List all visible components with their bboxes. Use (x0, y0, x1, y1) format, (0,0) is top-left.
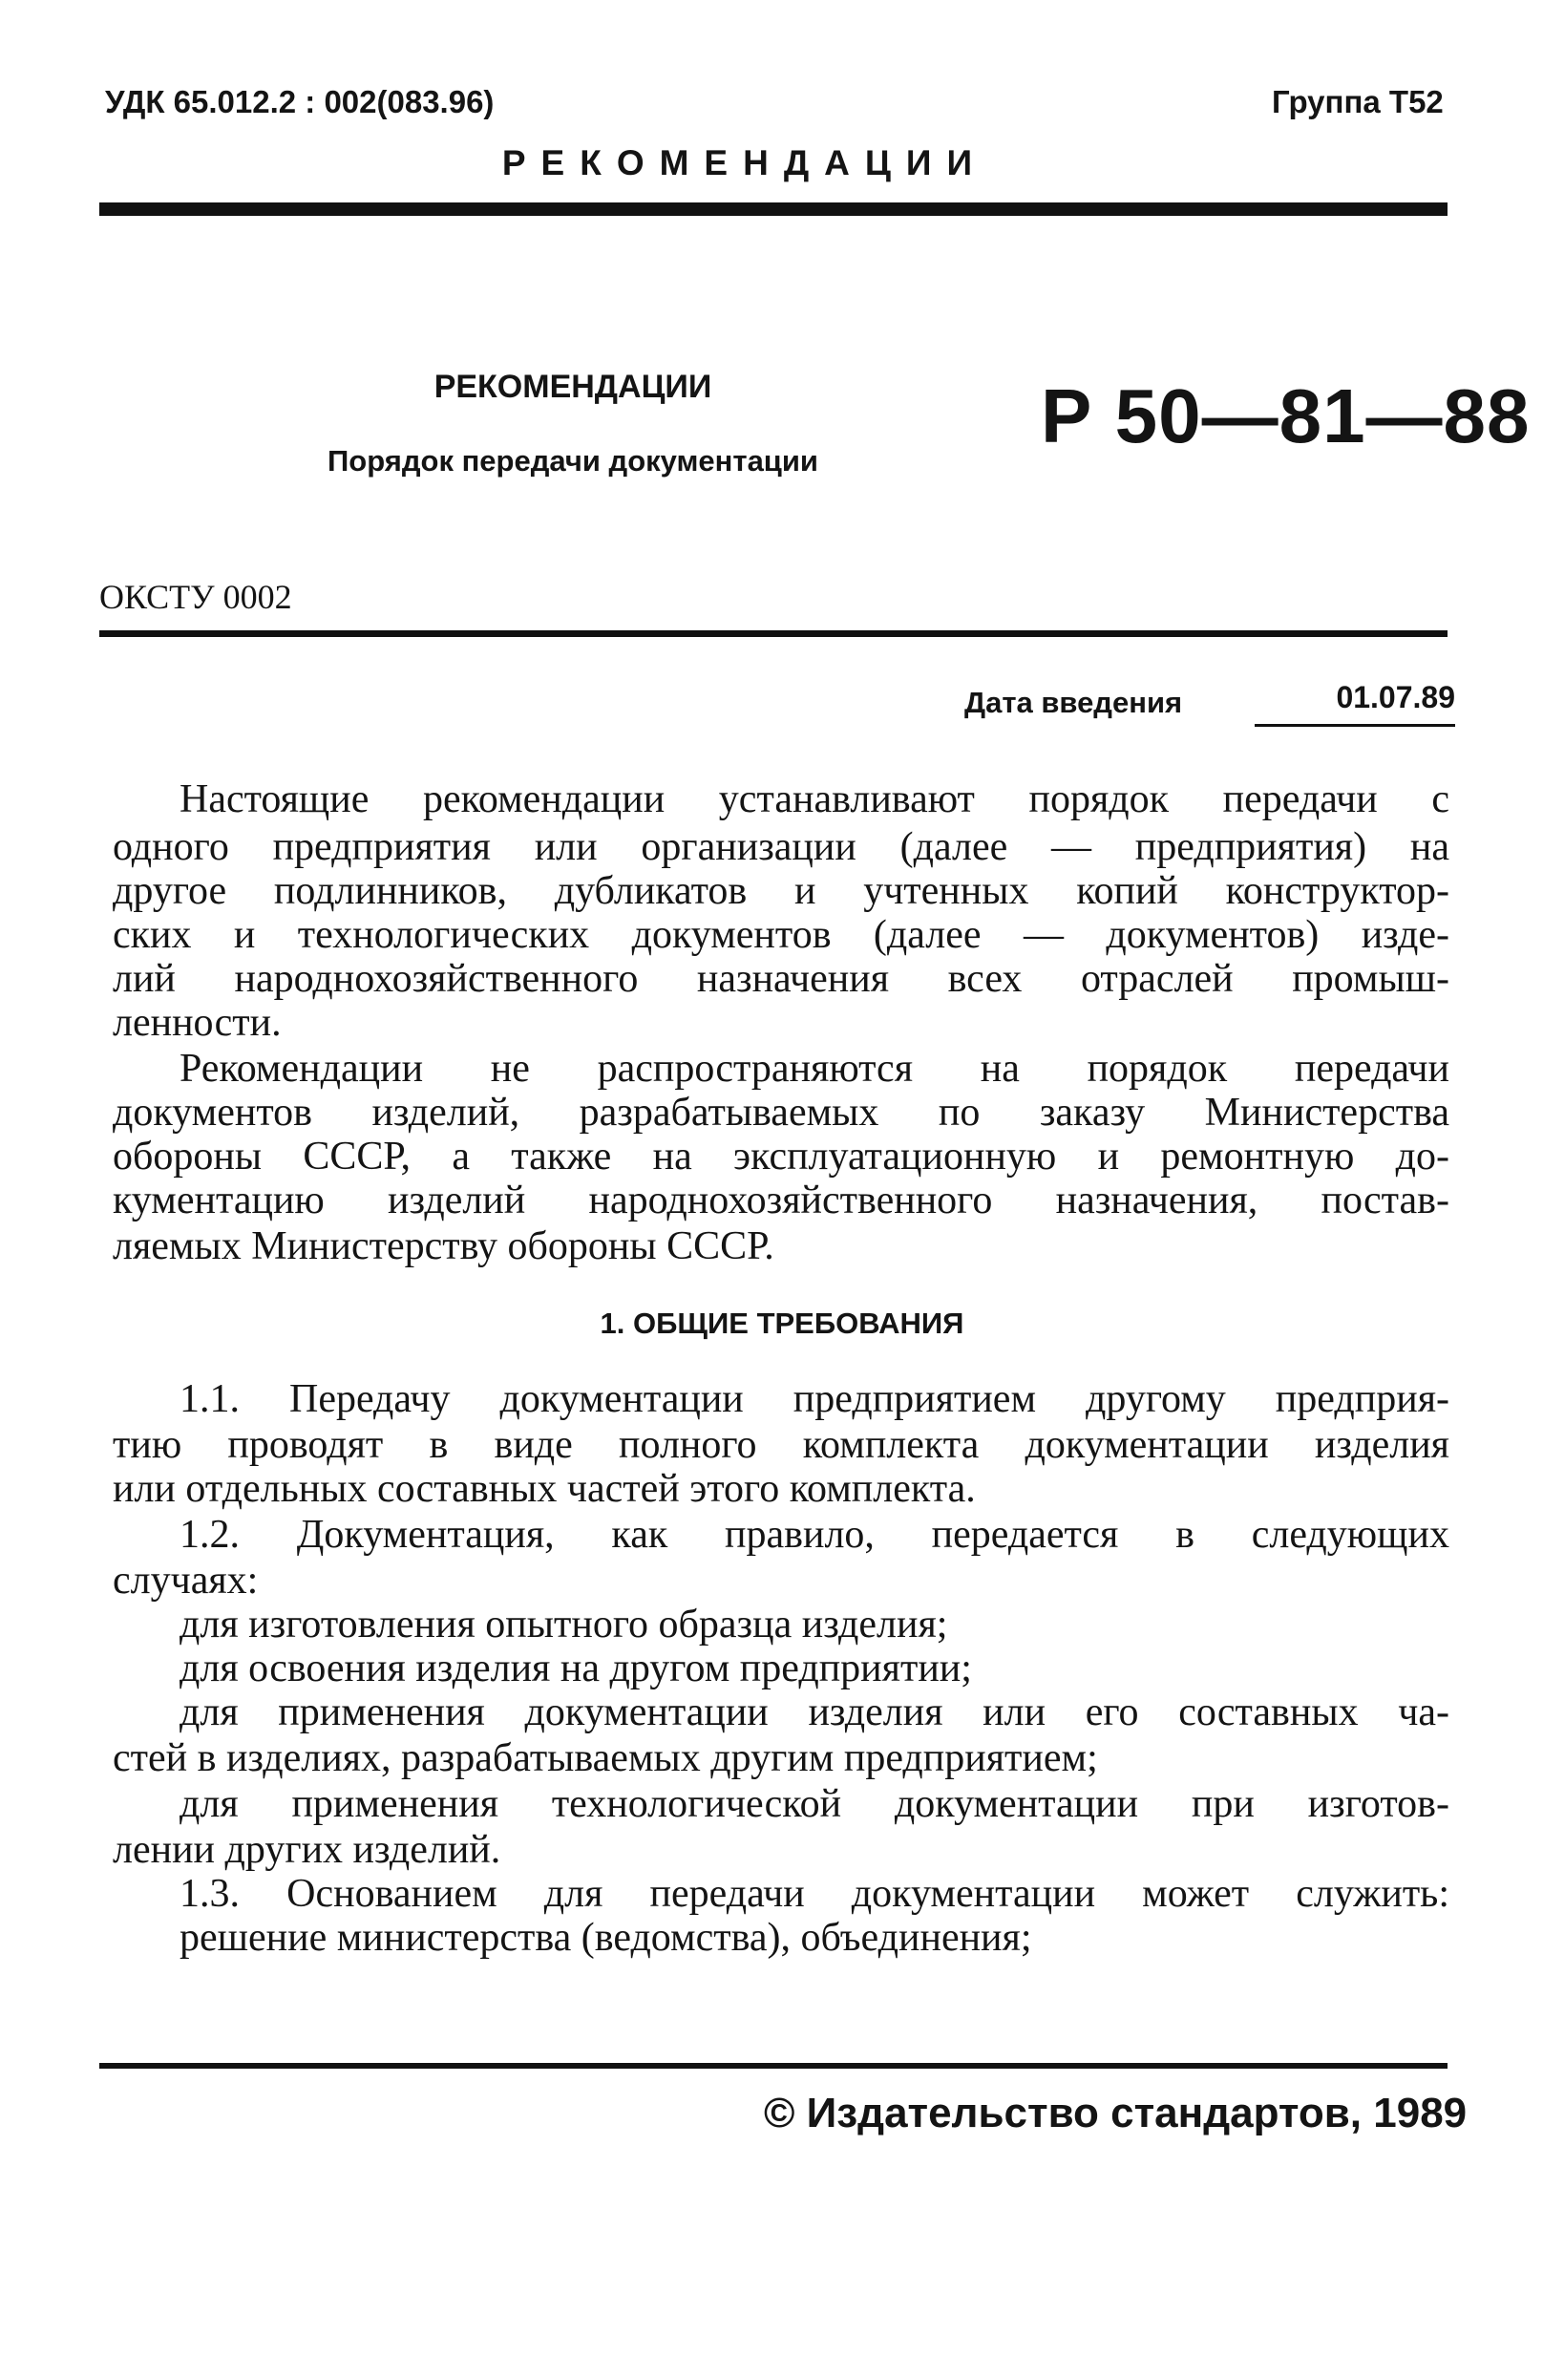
body-line: решение министерства (ведомства), объединения; (180, 1916, 1032, 1960)
okstu-code: ОКСТУ 0002 (99, 578, 292, 616)
intro-date-underline (1255, 724, 1455, 727)
copyright-notice: © Издательство стандартов, 1989 (764, 2090, 1468, 2136)
list-item: для освоения изделия на другом предприятии; (180, 1647, 972, 1690)
list-item: лении других изделий. (113, 1828, 501, 1872)
body-line: обороны СССР, а также на эксплуатационную и ремонтную до- (113, 1135, 1449, 1179)
body-line: другое подлинников, дубликатов и учтенных копий конструктор- (113, 869, 1449, 913)
body-line: Настоящие рекомендации устанавливают порядок передачи с (180, 777, 1449, 821)
okstu-rule (99, 630, 1448, 637)
footer-rule (99, 2063, 1448, 2069)
body-line: кументацию изделий народнохозяйственного назначения, постав- (113, 1179, 1449, 1222)
header-rule-thick (99, 202, 1448, 216)
udc-code: УДК 65.012.2 : 002(083.96) (105, 84, 495, 119)
body-line: ленности. (113, 1001, 282, 1045)
body-line: ляемых Министерству обороны СССР. (113, 1224, 774, 1268)
title-block (267, 369, 878, 478)
body-line: ских и технологических документов (далее — документов) изде- (113, 913, 1449, 957)
list-item: для применения технологической документации при изготов- (180, 1782, 1449, 1826)
header-spaced-title: РЕКОМЕНДАЦИИ (501, 143, 988, 182)
body-line: 1.2. Документация, как правило, передается в следующих (180, 1513, 1449, 1557)
body-line: или отдельных составных частей этого комплекта. (113, 1467, 976, 1511)
body-line: одного предприятия или организации (далее — предприятия) на (113, 825, 1449, 869)
document-title: РЕКОМЕНДАЦИИ (433, 369, 712, 405)
body-line: лий народнохозяйственного назначения всех отраслей промыш- (113, 957, 1449, 1001)
body-line: документов изделий, разрабатываемых по заказу Министерства (113, 1091, 1449, 1135)
body-line: тию проводят в виде полного комплекта документации изделия (113, 1423, 1449, 1467)
list-item: стей в изделиях, разрабатываемых другим предприятием; (113, 1736, 1098, 1780)
document-subtitle: Порядок передачи документации (328, 444, 818, 478)
body-line: случаях: (113, 1559, 259, 1603)
section-heading: 1. ОБЩИЕ ТРЕБОВАНИЯ (600, 1307, 964, 1340)
intro-date-label: Дата введения (964, 686, 1183, 719)
body-line: Рекомендации не распространяются на порядок передачи (180, 1047, 1449, 1091)
list-item: для применения документации изделия или его составных ча- (180, 1690, 1449, 1734)
body-line: 1.3. Основанием для передачи документации может служить: (180, 1872, 1449, 1916)
list-item: для изготовления опытного образца изделия; (180, 1603, 948, 1647)
document-code: Р 50—81—88 (1041, 373, 1531, 458)
body-line: 1.1. Передачу документации предприятием другому предприя- (180, 1377, 1449, 1421)
group-code: Группа Т52 (1272, 84, 1444, 119)
intro-date-value: 01.07.89 (1336, 680, 1455, 714)
